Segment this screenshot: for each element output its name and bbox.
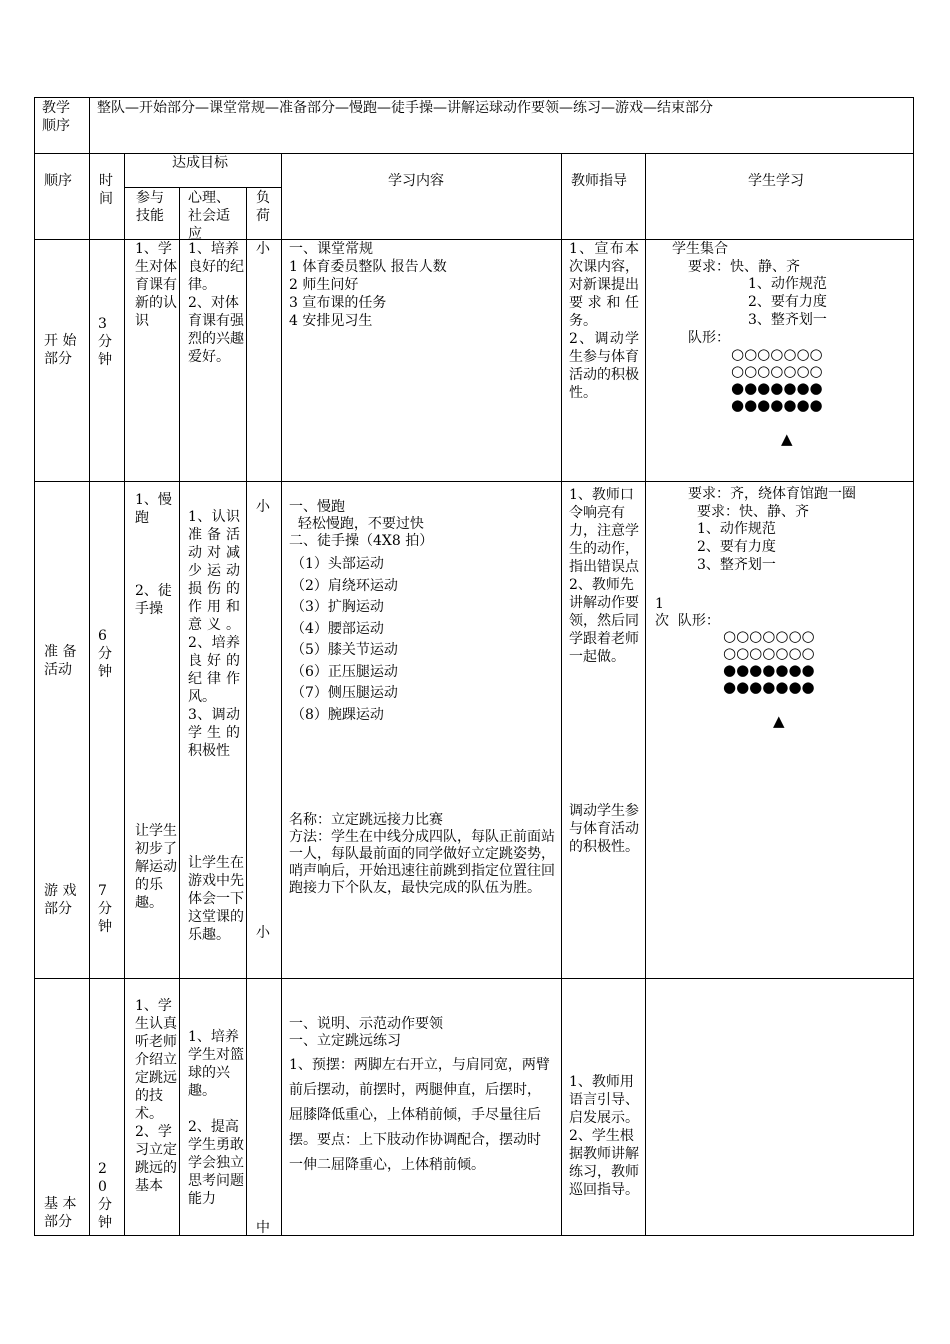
basic-load: 中 <box>256 1220 270 1236</box>
prep-skill-1: 1、慢跑 <box>135 492 172 526</box>
basic-order: 基 本部分 <box>44 1196 77 1230</box>
prep-student-req: 要求：齐，绕体育馆跑一圈 <box>688 486 856 502</box>
prep-load: 小 <box>256 499 270 515</box>
content-line: 1 体育委员整队 报告人数 <box>289 259 447 275</box>
start-student-item: 2、要有力度 <box>748 294 827 310</box>
prep-exercise: （5）膝关节运动 <box>291 642 398 658</box>
table-rule-header <box>34 153 914 154</box>
prep-exercise: （1）头部运动 <box>291 556 384 572</box>
start-student-title: 学生集合 <box>672 241 728 257</box>
start-student-item: 1、动作规范 <box>748 276 827 292</box>
table-col-time <box>124 153 125 1236</box>
prep-psych: 1、认识准备活动对减少运动损伤的作用和意义。2、培养良好的纪律作风。 3、调动学生的积极性 <box>188 509 240 759</box>
prep-content-line: 一、慢跑 <box>289 499 345 515</box>
prep-order: 准 备活动 <box>44 644 77 678</box>
teaching-flow: 整队—开始部分—课堂常规—准备部分—慢跑—徒手操—讲解运球动作要领—练习—游戏—结束部分 <box>97 100 713 116</box>
prep-student-req2: 要求：快、静、齐 <box>697 504 809 520</box>
table-border-left <box>34 97 35 1236</box>
game-order: 游 戏部分 <box>44 883 77 917</box>
content-line: 4 安排见习生 <box>289 313 373 329</box>
content-line: 一、课堂常规 <box>289 241 373 257</box>
start-student-req: 要求：快、静、齐 <box>688 259 800 275</box>
prep-exercise: （4）腰部运动 <box>291 621 384 637</box>
game-teacher: 调动学生参与体育活动的积极性。 <box>569 803 639 855</box>
prep-exercise: （7）侧压腿运动 <box>291 685 398 701</box>
basic-psych: 1、培养学生对篮球的兴趣。 2、提高学生勇敢学会独立思考问题能力 <box>188 1029 244 1207</box>
start-student-item: 3、整齐划一 <box>748 312 827 328</box>
game-content: 名称：立定跳远接力比赛 方法：学生在中线分成四队，每队正前面站一人，每队最前面的同学做好立定跳姿势，哨声响后，开始迅速往前跳到指定位置往回跑接力下个队友，最快完成的队伍为胜。 <box>289 812 555 896</box>
table-rule-prep <box>34 978 914 979</box>
table-col-psych <box>246 187 247 1236</box>
prep-teacher: 1、教师口令响亮有力，注意学生的动作，指出错误点 2、教师先讲解动作要领，然后同学跟着老师一起做。 <box>569 487 639 665</box>
prep-skill-2: 2、徒手操 <box>135 583 172 617</box>
col-header-teacher: 教师指导 <box>571 173 627 189</box>
col-header-order: 顺序 <box>44 173 72 189</box>
prep-student-item: 1、动作规范 <box>697 521 776 537</box>
prep-content-line: 轻松慢跑，不要过快 <box>289 516 424 532</box>
start-skill: 1、学生对体育课有新的认识 <box>135 241 177 329</box>
col-header-skill: 参与技能 <box>136 190 164 224</box>
prep-teacher-position-icon: ▲ <box>773 712 785 730</box>
table-rule-start <box>34 481 914 482</box>
table-col-content <box>561 153 562 1236</box>
start-formation-row: ○○○○○○○ <box>731 362 823 380</box>
prep-formation-label: 次 队形： <box>655 613 720 629</box>
table-border-right <box>913 97 914 1236</box>
start-teacher: 1、宣布本次课内容，对新课提出要求和任务。 2、调动学生参与体育活动的积极性。 <box>569 241 639 401</box>
start-formation-row: ●●●●●●● <box>731 379 823 397</box>
col-header-student: 学生学习 <box>748 173 804 189</box>
col-header-time: 时间 <box>99 173 113 207</box>
prep-content-line: 二、徒手操（4X8 拍） <box>289 533 434 549</box>
prep-times-label: 1 <box>655 596 664 612</box>
game-time: 7分钟 <box>98 883 112 935</box>
basic-content-2: 一、立定跳远练习 <box>289 1033 401 1049</box>
content-line: 2 师生问好 <box>289 277 359 293</box>
start-formation-row: ○○○○○○○ <box>731 345 823 363</box>
start-load: 小 <box>256 241 270 257</box>
start-order: 开 始部分 <box>44 333 77 367</box>
content-line: 3 宣布课的任务 <box>289 295 387 311</box>
col-header-psych: 心理、社会适应 <box>188 190 230 242</box>
prep-formation-row: ●●●●●●● <box>723 678 815 696</box>
prep-exercise: （3）扩胸运动 <box>291 599 384 615</box>
table-border-top <box>34 97 914 98</box>
basic-content-1: 一、说明、示范动作要领 <box>289 1016 443 1032</box>
basic-skill: 1、学生认真听老师介绍立定跳远的技术。 2、学习立定跳远的基本 <box>135 998 177 1194</box>
basic-teacher: 1、教师用语言引导、启发展示。 2、学生根据教师讲解练习，教师巡回指导。 <box>569 1074 639 1198</box>
col-header-content: 学习内容 <box>388 173 444 189</box>
prep-exercise: （8）腕踝运动 <box>291 707 384 723</box>
col-header-load: 负荷 <box>256 190 270 224</box>
prep-time: 6分钟 <box>98 628 112 680</box>
basic-content-3: 1、预摆：两脚左右开立，与肩同宽，两臂前后摆动，前摆时，两腿伸直，后摆时，屈膝降低重心，上体稍前倾，手尽量往后摆。要点：上下肢动作协调配合，摆动时一伸二屈降重心，上体稍前倾。 <box>289 1057 550 1173</box>
col-header-goals: 达成目标 <box>172 155 228 171</box>
prep-formation-row: ●●●●●●● <box>723 661 815 679</box>
prep-formation-row: ○○○○○○○ <box>723 644 815 662</box>
game-skill: 让学生初步了解运动的乐趣。 <box>135 823 177 911</box>
table-rule-goals <box>124 187 281 188</box>
prep-formation-row: ○○○○○○○ <box>723 627 815 645</box>
basic-time: 20分钟 <box>98 1161 112 1231</box>
prep-student-item: 2、要有力度 <box>697 539 776 555</box>
start-formation-label: 队形： <box>688 330 730 346</box>
teaching-order-label: 教学顺序 <box>42 100 70 134</box>
game-load: 小 <box>256 925 270 941</box>
start-formation-row: ●●●●●●● <box>731 396 823 414</box>
prep-student-item: 3、整齐划一 <box>697 557 776 573</box>
start-content <box>289 240 447 330</box>
start-time: 3分钟 <box>98 316 112 368</box>
start-teacher-position-icon: ▲ <box>781 430 793 448</box>
prep-exercise: （6）正压腿运动 <box>291 664 398 680</box>
table-col-load <box>281 153 282 1236</box>
start-psych: 1、培养良好的纪律。 2、对体育课有强烈的兴趣爱好。 <box>188 241 244 365</box>
table-col-order <box>89 97 90 1236</box>
table-col-skill <box>179 187 180 1236</box>
prep-exercise: （2）肩绕环运动 <box>291 578 398 594</box>
table-col-teacher <box>645 153 646 1236</box>
table-border-bottom <box>34 1235 914 1236</box>
game-psych: 让学生在游戏中先体会一下这堂课的乐趣。 <box>188 855 244 943</box>
